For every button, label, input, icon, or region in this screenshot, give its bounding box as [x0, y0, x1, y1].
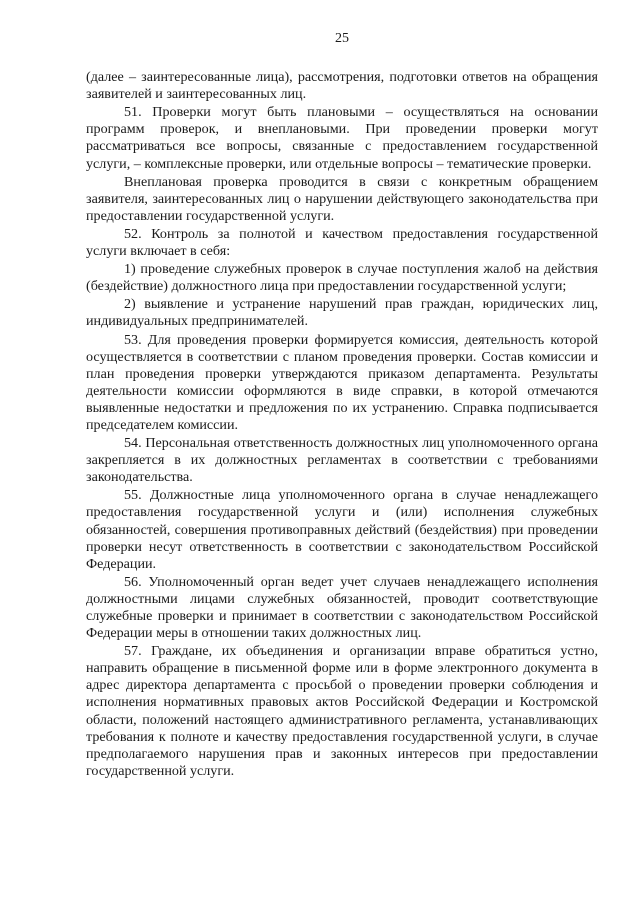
paragraph-52: 52. Контроль за полнотой и качеством предоставления государственной услуги включает в себя: [86, 225, 598, 260]
paragraph-53: 53. Для проведения проверки формируется комиссия, деятельность которой осуществляется в соответствии с планом проведения проверки. Состав комиссии и план проведения проверки утверждаются приказом департамента. Результаты деятельности комиссии оформляются в виде справки, в которой отмечаются выявленные недостатки и предложения по их устранению. Справка подписывается председателем комиссии. [86, 331, 598, 433]
page-number: 25 [335, 31, 349, 46]
paragraph-56: 56. Уполномоченный орган ведет учет случаев ненадлежащего исполнения должностными лицами служебных обязанностей, проводит соответствующие служебные проверки и принимает в соответствии с законодательством Российской Федерации меры в отношении таких должностных лиц. [86, 573, 598, 642]
paragraph-54: 54. Персональная ответственность должностных лиц уполномоченного органа закрепляется в их должностных регламентах в соответствии с требованиями законодательства. [86, 435, 598, 486]
document-page [86, 30, 598, 781]
paragraph-57: 57. Граждане, их объединения и организации вправе обратиться устно, направить обращение в письменной форме или в форме электронного документа в адрес директора департамента с просьбой о проведении проверки соблюдения и исполнения нормативных правовых актов Российской Федерации и Костромской области, положений настоящего административного регламента, устанавливающих требования к полноте и качеству предоставления государственной услуги, в случае предполагаемого нарушения прав и законных интересов при предоставлении государственной услуги. [86, 643, 598, 779]
paragraph-unplanned-inspection: Внеплановая проверка проводится в связи с конкретным обращением заявителя, заинтересованных лиц о нарушении действующего законодательства при предоставлении государственной услуги. [86, 173, 598, 224]
paragraph-52-item-1: 1) проведение служебных проверок в случае поступления жалоб на действия (бездействие) должностного лица при предоставлении государственной услуги; [86, 261, 598, 295]
paragraph-55: 55. Должностные лица уполномоченного органа в случае ненадлежащего предоставления государственной услуги и (или) исполнения служебных обязанностей, совершения противоправных действий (бездействия) при проведении проверки несут ответственность в соответствии с законодательством Российской Федерации. [86, 487, 598, 572]
paragraph-52-item-2: 2) выявление и устранение нарушений прав граждан, юридических лиц, индивидуальных предпринимателей. [86, 296, 598, 330]
paragraph-51: 51. Проверки могут быть плановыми – осуществляться на основании программ проверок, и внеплановыми. При проведении проверки могут рассматриваться все вопросы, связанные с предоставлением государственной услуги, – комплексные проверки, или отдельные вопросы – тематические проверки. [86, 104, 598, 172]
paragraph-continuation: (далее – заинтересованные лица), рассмотрения, подготовки ответов на обращения заявителей и заинтересованных лиц. [86, 69, 598, 103]
